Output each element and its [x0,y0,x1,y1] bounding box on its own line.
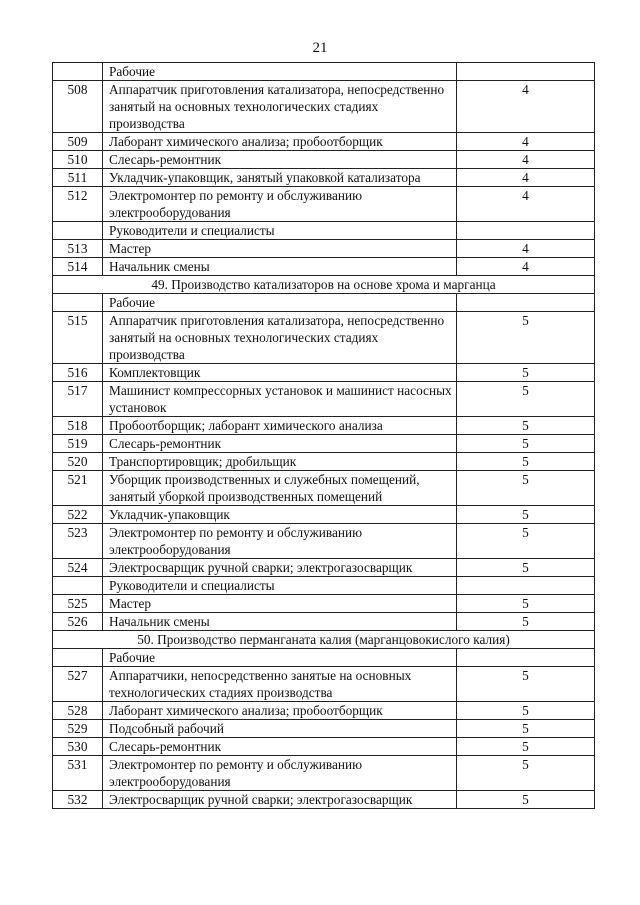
occupation-name: Электромонтер по ремонту и обслуживанию электрооборудования [103,187,457,222]
leave-days-value: 5 [457,417,595,435]
occupation-name: Электросварщик ручной сварки; электрогазосварщик [103,559,457,577]
row-number: 515 [53,312,103,364]
occupation-name: Начальник смены [103,613,457,631]
empty-cell [53,294,103,312]
occupation-name: Электросварщик ручной сварки; электрогазосварщик [103,791,457,809]
group-header-row [53,222,595,240]
row-number: 531 [53,756,103,791]
leave-days-value: 4 [457,187,595,222]
leave-days-value: 4 [457,169,595,187]
row-number: 522 [53,506,103,524]
empty-cell [457,63,595,81]
row-number: 513 [53,240,103,258]
row-number: 519 [53,435,103,453]
section-header-row [53,276,595,294]
leave-days-value: 5 [457,791,595,809]
group-label: Рабочие [103,649,457,667]
group-header-row [53,649,595,667]
row-number: 529 [53,720,103,738]
row-number: 510 [53,151,103,169]
table-row [53,720,595,738]
row-number: 509 [53,133,103,151]
occupations-table [52,62,595,809]
table-row [53,524,595,559]
leave-days-value: 5 [457,756,595,791]
table-row [53,506,595,524]
table-row [53,364,595,382]
empty-cell [53,649,103,667]
empty-cell [457,577,595,595]
row-number: 511 [53,169,103,187]
group-header-row [53,63,595,81]
table-row [53,258,595,276]
section-title: 49. Производство катализаторов на основе хрома и марганца [53,276,595,294]
occupation-name: Комплектовщик [103,364,457,382]
row-number: 520 [53,453,103,471]
row-number: 516 [53,364,103,382]
leave-days-value: 5 [457,738,595,756]
leave-days-value: 4 [457,151,595,169]
occupation-name: Укладчик-упаковщик, занятый упаковкой катализатора [103,169,457,187]
leave-days-value: 5 [457,613,595,631]
group-label: Рабочие [103,63,457,81]
leave-days-value: 5 [457,506,595,524]
table-row [53,595,595,613]
occupation-name: Электромонтер по ремонту и обслуживанию электрооборудования [103,756,457,791]
page-number: 21 [312,40,328,56]
occupation-name: Слесарь-ремонтник [103,435,457,453]
table-row [53,417,595,435]
leave-days-value: 4 [457,240,595,258]
occupation-name: Пробоотборщик; лаборант химического анализа [103,417,457,435]
leave-days-value: 5 [457,471,595,506]
empty-cell [457,649,595,667]
leave-days-value: 5 [457,524,595,559]
leave-days-value: 5 [457,382,595,417]
table-row [53,453,595,471]
section-header-row [53,631,595,649]
group-label: Руководители и специалисты [103,577,457,595]
leave-days-value: 4 [457,81,595,133]
occupation-name: Аппаратчик приготовления катализатора, непосредственно занятый на основных технологических стадиях производства [103,312,457,364]
row-number: 525 [53,595,103,613]
table-row [53,382,595,417]
occupation-name: Аппаратчик приготовления катализатора, непосредственно занятый на основных технологических стадиях производства [103,81,457,133]
table-row [53,169,595,187]
occupation-name: Лаборант химического анализа; пробоотборщик [103,133,457,151]
row-number: 527 [53,667,103,702]
row-number: 523 [53,524,103,559]
table-row [53,559,595,577]
empty-cell [457,294,595,312]
table-row [53,435,595,453]
row-number: 524 [53,559,103,577]
occupation-name: Мастер [103,595,457,613]
table-row [53,613,595,631]
table-row [53,471,595,506]
table-row [53,702,595,720]
empty-cell [53,63,103,81]
section-title: 50. Производство перманганата калия (марганцовокислого калия) [53,631,595,649]
occupation-name: Транспортировщик; дробильщик [103,453,457,471]
leave-days-value: 5 [457,720,595,738]
table-row [53,791,595,809]
occupation-name: Слесарь-ремонтник [103,151,457,169]
table-row [53,756,595,791]
leave-days-value: 4 [457,133,595,151]
row-number: 528 [53,702,103,720]
leave-days-value: 5 [457,312,595,364]
occupation-name: Слесарь-ремонтник [103,738,457,756]
group-label: Руководители и специалисты [103,222,457,240]
row-number: 508 [53,81,103,133]
row-number: 517 [53,382,103,417]
leave-days-value: 5 [457,364,595,382]
table-row [53,81,595,133]
row-number: 518 [53,417,103,435]
occupation-name: Электромонтер по ремонту и обслуживанию электрооборудования [103,524,457,559]
row-number: 512 [53,187,103,222]
occupation-name: Лаборант химического анализа; пробоотборщик [103,702,457,720]
occupation-name: Уборщик производственных и служебных помещений, занятый уборкой производственных помещений [103,471,457,506]
table-row [53,240,595,258]
leave-days-value: 5 [457,702,595,720]
group-header-row [53,294,595,312]
occupation-name: Машинист компрессорных установок и машинист насосных установок [103,382,457,417]
occupation-name: Начальник смены [103,258,457,276]
row-number: 530 [53,738,103,756]
leave-days-value: 5 [457,559,595,577]
table-row [53,667,595,702]
group-header-row [53,577,595,595]
table-body [53,63,595,809]
table-row [53,151,595,169]
table-row [53,312,595,364]
group-label: Рабочие [103,294,457,312]
leave-days-value: 5 [457,435,595,453]
leave-days-value: 5 [457,667,595,702]
row-number: 526 [53,613,103,631]
empty-cell [457,222,595,240]
table-row [53,738,595,756]
leave-days-value: 5 [457,595,595,613]
table-row [53,133,595,151]
occupation-name: Подсобный рабочий [103,720,457,738]
row-number: 521 [53,471,103,506]
empty-cell [53,577,103,595]
leave-days-value: 5 [457,453,595,471]
empty-cell [53,222,103,240]
occupation-name: Укладчик-упаковщик [103,506,457,524]
occupation-name: Мастер [103,240,457,258]
leave-days-value: 4 [457,258,595,276]
row-number: 514 [53,258,103,276]
table-row [53,187,595,222]
occupation-name: Аппаратчики, непосредственно занятые на основных технологических стадиях производства [103,667,457,702]
row-number: 532 [53,791,103,809]
